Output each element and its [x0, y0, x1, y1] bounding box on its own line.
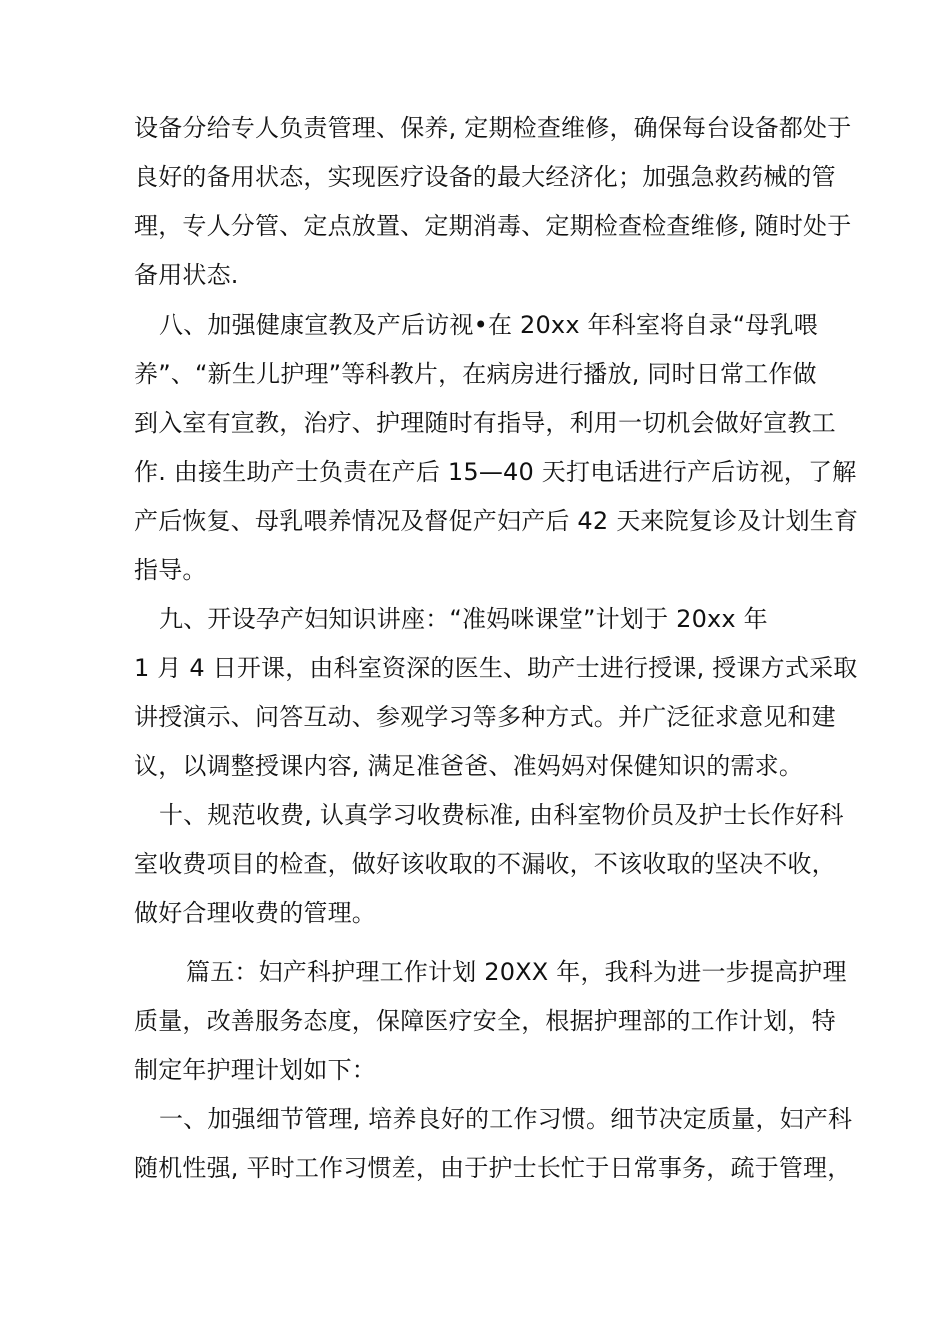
text-line-1: 设备分给专人负责管理、保养, 定期检查维修，确保每台设备都处于 — [134, 114, 852, 142]
text-line-19: 质量，改善服务态度，保障医疗安全，根据护理部的工作计划，特 — [134, 1007, 836, 1035]
text-line-18: 篇五：妇产科护理工作计划 20XX 年，我科为进一步提高护理 — [186, 958, 847, 986]
text-line-8: 作. 由接生助产士负责在产后 15—40 天打电话进行产后访视，了解 — [134, 458, 857, 486]
text-line-4: 备用状态. — [134, 261, 239, 289]
text-line-10: 指导。 — [134, 556, 207, 584]
text-line-11: 九、开设孕产妇知识讲座：“准妈咪课堂”计划于 20xx 年 — [159, 605, 768, 633]
text-line-3: 理，专人分管、定点放置、定期消毒、定期检查检查维修, 随时处于 — [134, 212, 852, 240]
text-line-14: 议，以调整授课内容, 满足准爸爸、准妈妈对保健知识的需求。 — [134, 752, 804, 780]
text-line-6: 养”、“新生儿护理”等科教片，在病房进行播放, 同时日常工作做 — [134, 360, 817, 388]
text-line-2: 良好的备用状态，实现医疗设备的最大经济化；加强急救药械的管 — [134, 163, 836, 191]
text-line-20: 制定年护理计划如下： — [134, 1056, 376, 1084]
text-line-7: 到入室有宣教，治疗、护理随时有指导，利用一切机会做好宣教工 — [134, 409, 836, 437]
text-line-9: 产后恢复、母乳喂养情况及督促产妇产后 42 天来院复诊及计划生育 — [134, 507, 859, 535]
text-line-15: 十、规范收费, 认真学习收费标准, 由科室物价员及护士长作好科 — [159, 801, 844, 829]
text-line-13: 讲授演示、问答互动、参观学习等多种方式。并广泛征求意见和建 — [134, 703, 836, 731]
text-line-5: 八、加强健康宣教及产后访视•在 20xx 年科室将自录“母乳喂 — [159, 311, 818, 339]
text-line-21: 一、加强细节管理, 培养良好的工作习惯。细节决定质量，妇产科 — [159, 1105, 853, 1133]
text-line-16: 室收费项目的检查，做好该收取的不漏收，不该收取的坚决不收， — [134, 850, 836, 878]
text-line-12: 1 月 4 日开课，由科室资深的医生、助产士进行授课, 授课方式采取 — [134, 654, 858, 682]
text-line-22: 随机性强, 平时工作习惯差，由于护士长忙于日常事务，疏于管理， — [134, 1154, 852, 1182]
text-line-17: 做好合理收费的管理。 — [134, 899, 376, 927]
